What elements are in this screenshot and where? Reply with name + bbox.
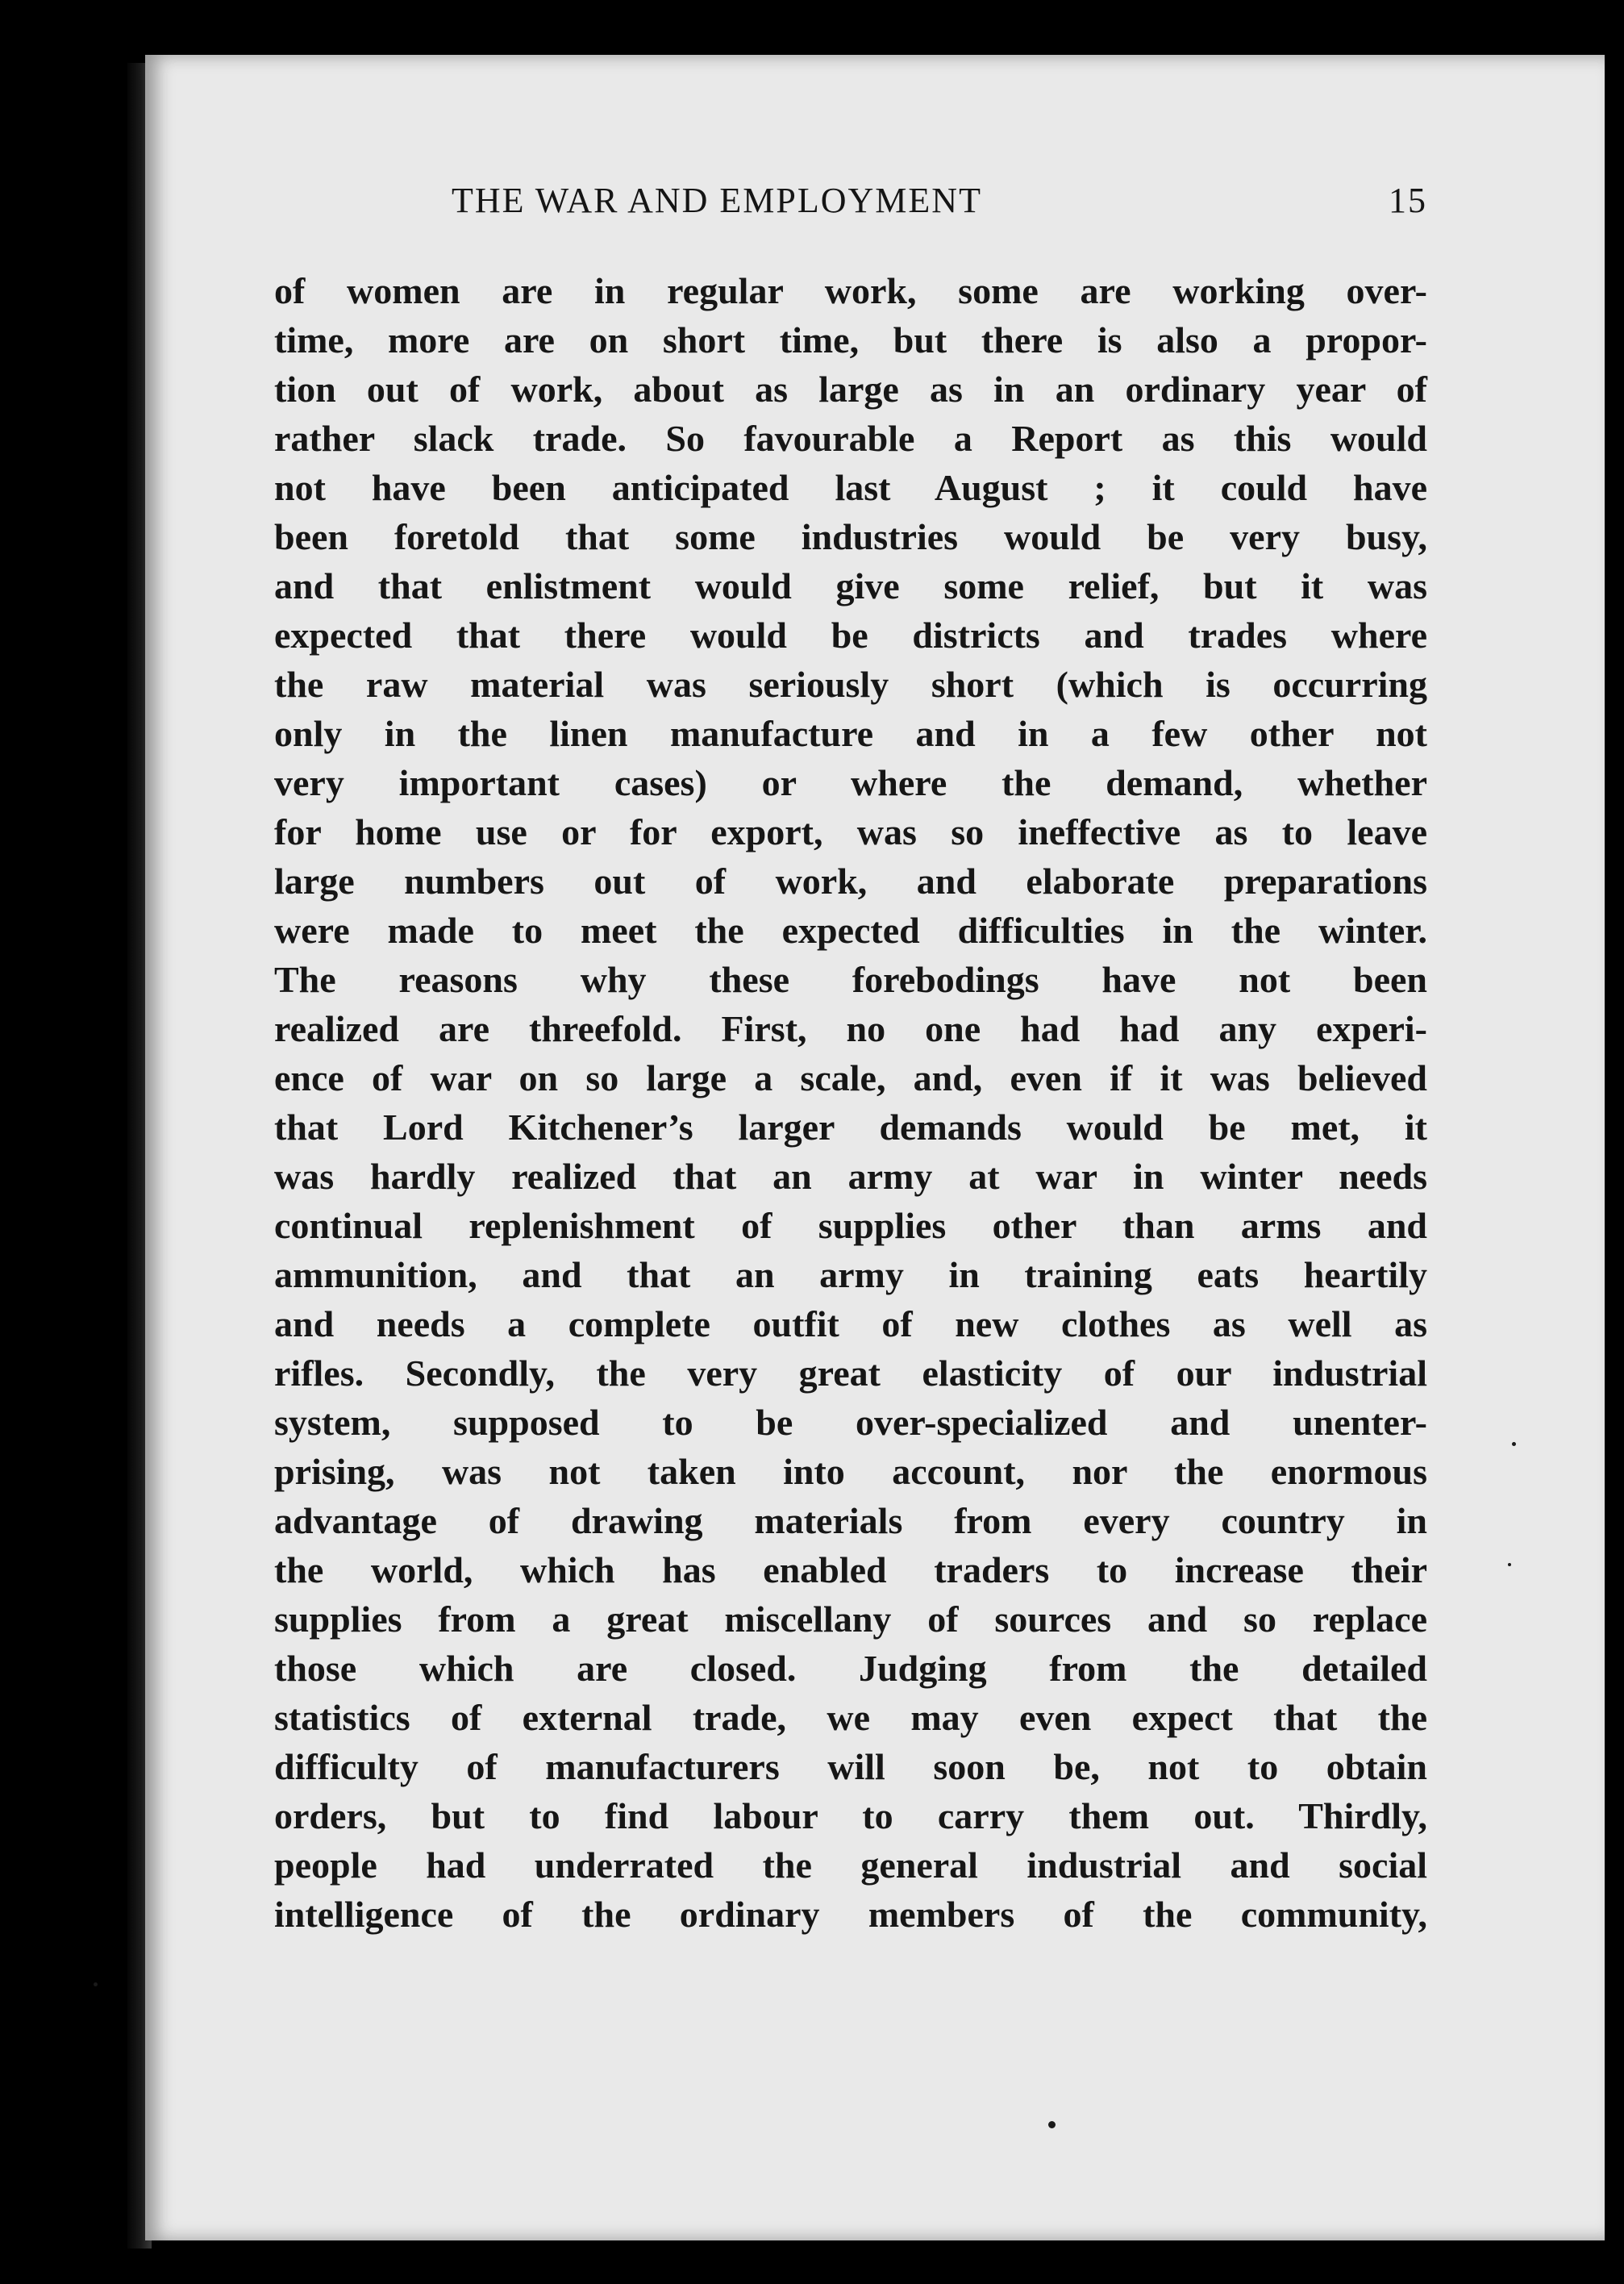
text-line: continual replenishment of supplies other than arms and <box>274 1205 1427 1246</box>
page-sheet <box>145 55 1605 2240</box>
page-number: 15 <box>1389 181 1427 220</box>
text-line: tion out of work, about as large as in an ordinary year of <box>274 369 1427 410</box>
text-line: and needs a complete outfit of new clothes as well as <box>274 1303 1427 1344</box>
text-line: statistics of external trade, we may even expect that the <box>274 1697 1427 1738</box>
text-line: difficulty of manufacturers will soon be, not to obtain <box>274 1746 1427 1787</box>
text-line: of women are in regular work, some are working over- <box>274 270 1427 311</box>
text-line: rifles. Secondly, the very great elasticity of our industrial <box>274 1352 1427 1394</box>
text-line: those which are closed. Judging from the detailed <box>274 1648 1427 1689</box>
text-line: system, supposed to be over-specialized and unenter- <box>274 1402 1427 1443</box>
text-line: large numbers out of work, and elaborate preparations <box>274 861 1427 902</box>
text-line: realized are threefold. First, no one had had any experi- <box>274 1008 1427 1049</box>
text-line: advantage of drawing materials from every country in <box>274 1500 1427 1541</box>
text-line: supplies from a great miscellany of sources and so replace <box>274 1598 1427 1640</box>
scan-speck <box>1508 1563 1511 1566</box>
text-line: only in the linen manufacture and in a few other not <box>274 713 1427 754</box>
text-line: and that enlistment would give some relief, but it was <box>274 565 1427 606</box>
text-line: rather slack trade. So favourable a Report as this would <box>274 418 1427 459</box>
text-line: not have been anticipated last August ; it could have <box>274 467 1427 508</box>
scan-speck <box>1048 2121 1056 2128</box>
text-line: The reasons why these forebodings have not been <box>274 959 1427 1000</box>
text-line: the raw material was seriously short (which is occurring <box>274 664 1427 705</box>
text-line: ammunition, and that an army in training eats heartily <box>274 1254 1427 1295</box>
body-text <box>274 266 1427 1939</box>
scan-speck <box>94 1982 98 1986</box>
text-line: been foretold that some industries would be very busy, <box>274 516 1427 557</box>
text-line: that Lord Kitchener’s larger demands would be met, it <box>274 1107 1427 1148</box>
text-line: very important cases) or where the demand, whether <box>274 762 1427 803</box>
text-line: expected that there would be districts and trades where <box>274 615 1427 656</box>
text-line: people had underrated the general industrial and social <box>274 1844 1427 1886</box>
text-line: the world, which has enabled traders to increase their <box>274 1549 1427 1590</box>
text-line: orders, but to find labour to carry them out. Thirdly, <box>274 1795 1427 1836</box>
text-line: time, more are on short time, but there is also a propor- <box>274 319 1427 361</box>
text-line: intelligence of the ordinary members of the community, <box>274 1894 1427 1935</box>
running-title: THE WAR AND EMPLOYMENT <box>452 181 982 220</box>
text-line: prising, was not taken into account, nor the enormous <box>274 1451 1427 1492</box>
text-line: ence of war on so large a scale, and, even if it was believed <box>274 1057 1427 1098</box>
text-line: were made to meet the expected difficulties in the winter. <box>274 910 1427 951</box>
text-line: was hardly realized that an army at war in winter needs <box>274 1156 1427 1197</box>
text-line: for home use or for export, was so ineffective as to leave <box>274 811 1427 852</box>
scan-speck <box>1512 1442 1516 1446</box>
